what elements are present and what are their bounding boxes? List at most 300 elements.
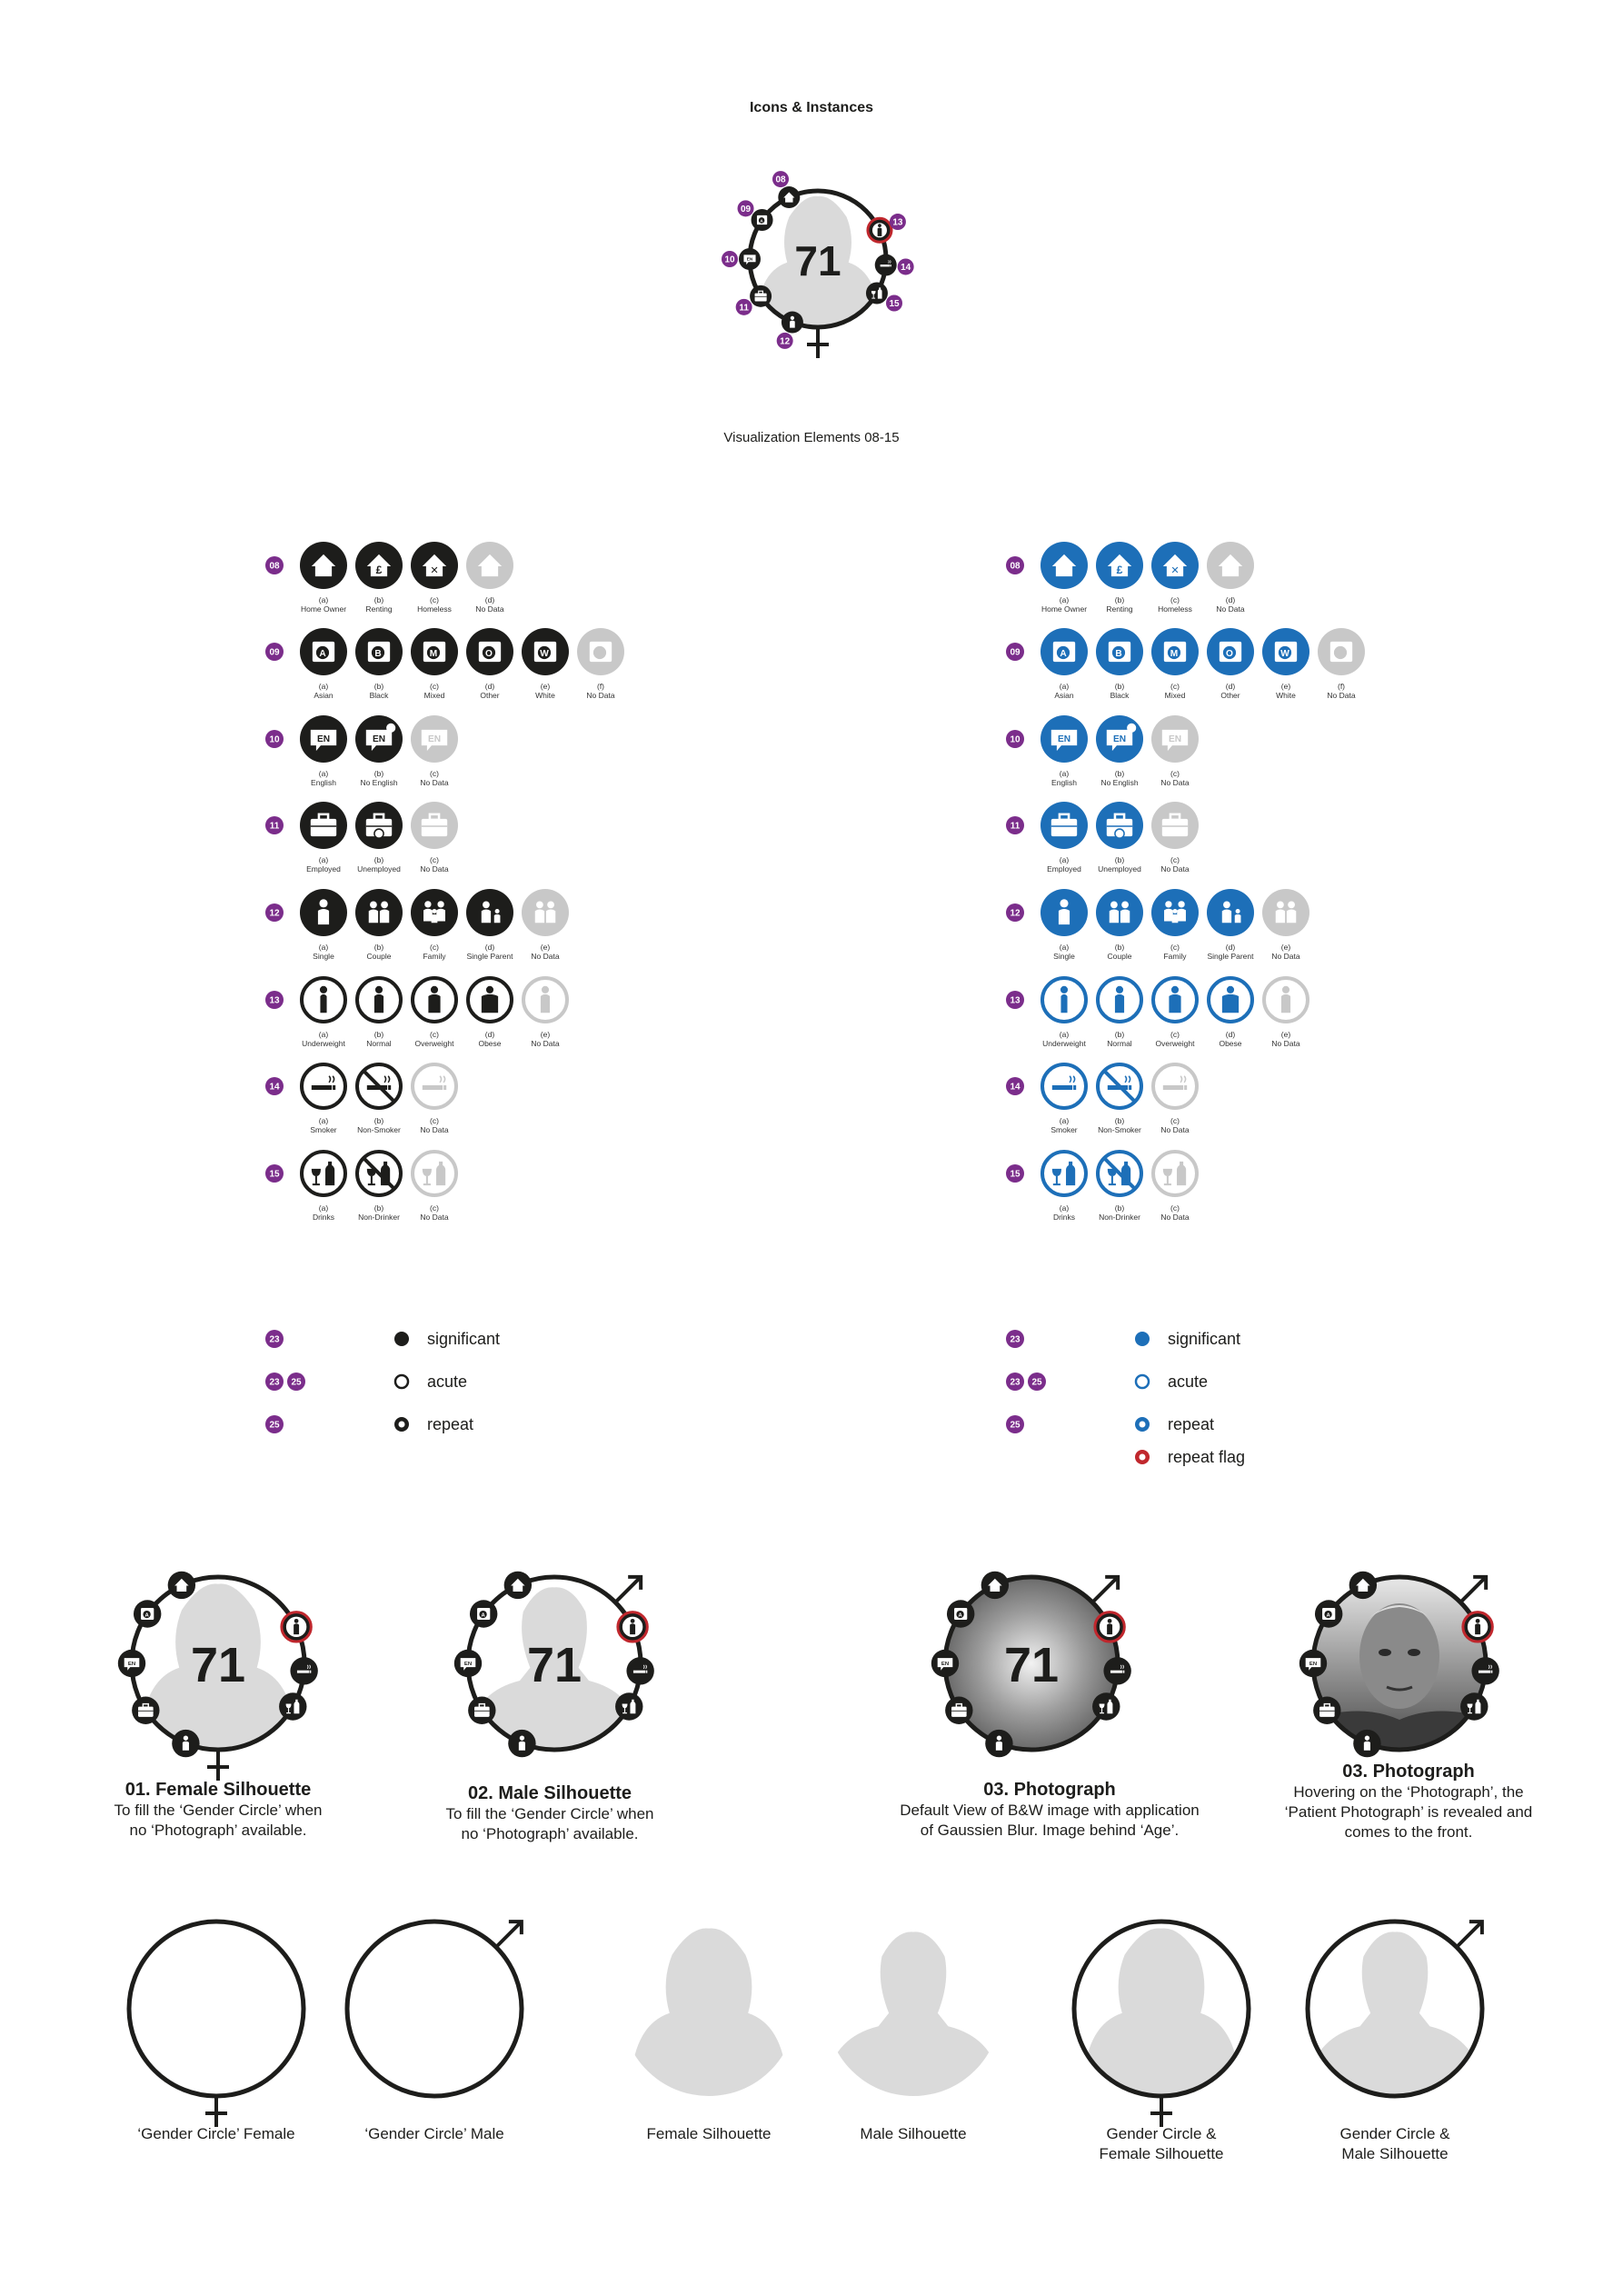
icon-label-name: Smoker bbox=[1050, 1125, 1078, 1134]
family-icon bbox=[522, 889, 569, 936]
code-badge-text: 14 bbox=[269, 1082, 280, 1093]
person-body bbox=[380, 910, 389, 923]
instance-photo-blur bbox=[913, 1545, 1150, 1782]
ethnic-glyph-icon bbox=[1109, 642, 1130, 662]
person-body bbox=[1172, 914, 1179, 923]
ethnic-icon bbox=[522, 628, 569, 675]
person-head bbox=[319, 899, 327, 907]
person-body bbox=[369, 910, 378, 923]
family-icon bbox=[508, 1730, 535, 1757]
gender-label-line: Female Silhouette bbox=[646, 2125, 772, 2142]
icon-label-letter: (c) bbox=[1170, 595, 1180, 604]
code-badge-text: 10 bbox=[269, 734, 280, 745]
bmi-icon bbox=[413, 978, 456, 1022]
lang-code: EN bbox=[427, 734, 442, 745]
lang-code: EN bbox=[1309, 1661, 1318, 1667]
ethnic-icon bbox=[1315, 1600, 1342, 1627]
icon-label-name: Renting bbox=[1106, 604, 1133, 614]
card-dot bbox=[593, 646, 606, 659]
code-badge-text: 11 bbox=[739, 303, 749, 314]
icon-label-name: Drinks bbox=[1052, 1213, 1076, 1222]
icon-label-name: No Data bbox=[420, 778, 449, 787]
icon-label-name: Couple bbox=[1107, 952, 1132, 961]
person-body bbox=[541, 994, 550, 1013]
smoke-icon bbox=[290, 1657, 317, 1684]
person-head bbox=[1365, 1735, 1369, 1740]
icon-label-letter: (a) bbox=[318, 1030, 329, 1039]
cigarette-tip bbox=[1184, 1085, 1187, 1090]
ethnic-glyph-icon bbox=[534, 642, 556, 662]
icon-label-name: Single bbox=[313, 952, 334, 961]
drink-icon bbox=[1098, 1152, 1141, 1195]
lang-icon bbox=[355, 715, 403, 763]
icon-label-letter: (c) bbox=[430, 1203, 439, 1213]
ethnic-letter: W bbox=[1280, 649, 1289, 660]
icon-label-name: No English bbox=[1100, 778, 1139, 787]
code-badge bbox=[265, 1164, 284, 1183]
family-icon bbox=[985, 1730, 1012, 1757]
cigarette-tip bbox=[1073, 1085, 1076, 1090]
icon-label-letter: (d) bbox=[484, 1030, 495, 1039]
person-head bbox=[1223, 902, 1230, 909]
icon-label-letter: (b) bbox=[373, 943, 384, 952]
work-icon bbox=[411, 802, 458, 849]
age-value: 71 bbox=[190, 1638, 246, 1692]
icon-label-letter: (b) bbox=[373, 1030, 384, 1039]
icon-label-name: Home Owner bbox=[300, 604, 347, 614]
instance-body-line: ‘Patient Photograph’ is revealed and bbox=[1284, 1803, 1533, 1821]
ethnic-letter: O bbox=[485, 649, 493, 660]
icon-label-letter: (b) bbox=[373, 1203, 384, 1213]
legend-label: repeat bbox=[1168, 1415, 1215, 1433]
ethnic-icon bbox=[1318, 628, 1365, 675]
gender-label-line: Male Silhouette bbox=[860, 2125, 967, 2142]
photo-eye bbox=[1408, 1649, 1420, 1656]
bmi-glyph-icon bbox=[1115, 986, 1124, 1013]
code-badge bbox=[777, 333, 793, 349]
bmi-icon bbox=[468, 978, 512, 1022]
icon-label-name: Family bbox=[1163, 952, 1187, 961]
icon-label-name: Non-Drinker bbox=[1099, 1213, 1140, 1222]
family-icon bbox=[1041, 889, 1088, 936]
smoke-icon bbox=[302, 1064, 345, 1108]
icon-disc bbox=[1096, 889, 1143, 936]
ethnic-glyph-icon bbox=[1322, 1608, 1335, 1620]
person-head bbox=[320, 986, 327, 993]
lang-code: EN bbox=[1112, 734, 1127, 745]
code-badge-text: 25 bbox=[269, 1420, 280, 1431]
person-body bbox=[183, 1742, 189, 1751]
lang-code: EN bbox=[1168, 734, 1182, 745]
icon-label-letter: (b) bbox=[373, 769, 384, 778]
ethnic-icon bbox=[1207, 628, 1254, 675]
code-badge-text: 23 bbox=[1010, 1334, 1021, 1345]
briefcase-body bbox=[755, 294, 767, 302]
icon-label-letter: (f) bbox=[596, 682, 605, 691]
bmi-glyph-icon bbox=[1107, 1619, 1112, 1634]
instance-body-line: Hovering on the ‘Photograph’, the bbox=[1293, 1783, 1524, 1801]
smoke-icon bbox=[875, 255, 897, 276]
male-symbol-shaft bbox=[1092, 1577, 1118, 1602]
family-icon bbox=[1353, 1730, 1380, 1757]
icon-disc bbox=[355, 889, 403, 936]
icon-label-letter: (b) bbox=[1114, 855, 1125, 864]
drink-icon bbox=[279, 1692, 306, 1720]
home-icon bbox=[355, 542, 403, 589]
icon-label-letter: (c) bbox=[1170, 1116, 1180, 1125]
icon-label-name: Mixed bbox=[423, 691, 445, 700]
ethnic-letter: B bbox=[1115, 649, 1122, 660]
person-body bbox=[546, 910, 555, 923]
person-body bbox=[630, 1623, 635, 1634]
lang-icon bbox=[300, 715, 347, 763]
icon-label-letter: (c) bbox=[430, 943, 439, 952]
lang-icon bbox=[931, 1650, 959, 1677]
ethnic-glyph-icon bbox=[954, 1608, 967, 1620]
icon-label-name: No English bbox=[360, 778, 398, 787]
ethnic-letter: M bbox=[429, 649, 438, 660]
code-badge bbox=[265, 1330, 284, 1348]
lang-code: EN bbox=[127, 1661, 136, 1667]
work-icon bbox=[1151, 802, 1199, 849]
icon-ring bbox=[302, 1152, 345, 1195]
icon-label-name: Homeless bbox=[1158, 604, 1192, 614]
cigarette-tip bbox=[1491, 1671, 1493, 1673]
gender-label bbox=[804, 2124, 1022, 2144]
code-badge-text: 11 bbox=[1010, 821, 1021, 832]
briefcase-body bbox=[311, 819, 336, 836]
ethnic-icon bbox=[470, 1600, 497, 1627]
female-silhouette-shape bbox=[1083, 1928, 1240, 2096]
legend-black bbox=[254, 1323, 618, 1441]
person-head bbox=[495, 909, 500, 913]
male-symbol-shaft bbox=[496, 1922, 522, 1947]
ethnic-glyph-icon bbox=[1330, 642, 1352, 662]
lang-code: EN bbox=[1057, 734, 1071, 745]
icon-label-letter: (b) bbox=[1114, 1203, 1125, 1213]
code-badge bbox=[738, 200, 754, 216]
code-badge-text: 13 bbox=[1010, 995, 1021, 1006]
person-body bbox=[535, 910, 544, 923]
icon-label-letter: (b) bbox=[1114, 595, 1125, 604]
icon-label-name: Asian bbox=[1054, 691, 1074, 700]
briefcase-body bbox=[474, 1707, 490, 1717]
ethnic-letter: A bbox=[1060, 649, 1067, 660]
work-icon bbox=[132, 1697, 159, 1724]
code-badge-text: 15 bbox=[269, 1169, 280, 1180]
ethnic-icon bbox=[134, 1600, 161, 1627]
cigarette bbox=[423, 1085, 443, 1090]
home-icon bbox=[466, 542, 513, 589]
lang-icon bbox=[118, 1650, 145, 1677]
icon-ring bbox=[1153, 1152, 1197, 1195]
icon-label-letter: (a) bbox=[1059, 855, 1070, 864]
icon-label-letter: (c) bbox=[430, 1116, 439, 1125]
bmi-icon bbox=[871, 221, 889, 239]
work-icon bbox=[355, 802, 403, 849]
icon-label-name: No Data bbox=[420, 864, 449, 873]
ethnic-letter: A bbox=[760, 218, 763, 224]
significant-marker bbox=[394, 1332, 409, 1346]
icon-label-letter: (c) bbox=[430, 769, 439, 778]
icon-label-letter: (a) bbox=[1059, 1030, 1070, 1039]
code-badge-text: 10 bbox=[724, 255, 735, 265]
bmi-glyph-icon bbox=[1475, 1619, 1480, 1634]
bmi-icon bbox=[1098, 978, 1141, 1022]
icon-label-letter: (e) bbox=[540, 1030, 551, 1039]
smoke-icon bbox=[1103, 1657, 1130, 1684]
legend-label: acute bbox=[1168, 1373, 1209, 1391]
icon-label-name: Normal bbox=[1107, 1039, 1132, 1048]
code-badge-text: 13 bbox=[892, 217, 903, 228]
code-badge bbox=[287, 1373, 305, 1391]
icon-label-letter: (d) bbox=[484, 595, 495, 604]
instance-body-line: no ‘Photograph’ available. bbox=[461, 1825, 639, 1842]
work-icon bbox=[1041, 802, 1088, 849]
icon-disc bbox=[279, 1692, 306, 1720]
ethnic-letter: A bbox=[1326, 1612, 1330, 1619]
icon-grid-blue bbox=[995, 527, 1449, 1236]
icon-label-letter: (c) bbox=[1170, 682, 1180, 691]
icon-label-letter: (a) bbox=[318, 682, 329, 691]
gender-label bbox=[107, 2124, 325, 2144]
acute-marker bbox=[395, 1375, 408, 1388]
gender-label-line: ‘Gender Circle’ Male bbox=[364, 2125, 504, 2142]
female-silhouette-shape bbox=[631, 1928, 788, 2096]
home-icon bbox=[504, 1572, 532, 1599]
icon-label-name: No Data bbox=[531, 1039, 560, 1048]
code-badge bbox=[265, 991, 284, 1009]
female-silhouette bbox=[1083, 1928, 1240, 2096]
icon-label-letter: (e) bbox=[1280, 1030, 1291, 1039]
code-badge bbox=[1006, 730, 1024, 748]
person-head bbox=[437, 901, 443, 907]
smoke-icon bbox=[1153, 1064, 1197, 1108]
briefcase-body bbox=[951, 1707, 967, 1717]
bmi-glyph-icon bbox=[294, 1619, 299, 1634]
ethnic-glyph-icon bbox=[368, 642, 390, 662]
person-body bbox=[432, 914, 438, 923]
person-body bbox=[996, 1742, 1002, 1751]
age-value: 71 bbox=[1003, 1638, 1060, 1692]
code-badge bbox=[1006, 903, 1024, 922]
person-body bbox=[482, 910, 491, 923]
code-badge-text: 09 bbox=[740, 204, 752, 215]
family-icon bbox=[300, 889, 347, 936]
person-body bbox=[436, 909, 445, 922]
cigarette bbox=[312, 1085, 332, 1090]
code-badge bbox=[1006, 1164, 1024, 1183]
ethnic-letter: M bbox=[1170, 649, 1179, 660]
code-badge-text: 25 bbox=[1031, 1377, 1042, 1388]
lang-icon bbox=[1151, 715, 1199, 763]
person-head bbox=[997, 1735, 1001, 1740]
bmi-glyph-icon bbox=[878, 224, 882, 236]
person-head bbox=[1178, 901, 1184, 907]
bmi-glyph-icon bbox=[630, 1619, 635, 1634]
icon-label-name: Overweight bbox=[414, 1039, 454, 1048]
person-head bbox=[486, 986, 493, 993]
icon-label-name: Black bbox=[369, 691, 389, 700]
icon-label-letter: (c) bbox=[430, 682, 439, 691]
repeat-flag-inner bbox=[1140, 1454, 1146, 1461]
smoke-icon bbox=[626, 1657, 653, 1684]
icon-label-name: Overweight bbox=[1155, 1039, 1195, 1048]
code-badge-text: 09 bbox=[1010, 647, 1021, 658]
briefcase-body bbox=[1051, 819, 1077, 836]
code-badge-text: 10 bbox=[1010, 734, 1021, 745]
cigarette-tip bbox=[646, 1671, 648, 1673]
family-glyph-icon bbox=[318, 899, 329, 924]
icon-label-name: Unemployed bbox=[1098, 864, 1141, 873]
age-value: 71 bbox=[794, 237, 841, 285]
code-badge bbox=[1006, 1330, 1024, 1348]
cigarette-tip bbox=[333, 1085, 335, 1090]
icon-label-letter: (a) bbox=[1059, 1116, 1070, 1125]
code-badge-text: 23 bbox=[1010, 1377, 1021, 1388]
instance-body-line: comes to the front. bbox=[1344, 1823, 1473, 1841]
code-badge bbox=[1006, 991, 1024, 1009]
gender-label-line: Gender Circle & bbox=[1106, 2125, 1217, 2142]
bmi-icon bbox=[1209, 978, 1252, 1022]
code-badge bbox=[265, 1415, 284, 1433]
icon-disc bbox=[866, 283, 888, 304]
icon-label-letter: (a) bbox=[1059, 943, 1070, 952]
photo-face bbox=[1359, 1603, 1439, 1709]
person-body bbox=[494, 914, 501, 923]
icon-disc bbox=[615, 1692, 642, 1720]
bmi-glyph-icon bbox=[1060, 986, 1068, 1013]
gender-label-line: Male Silhouette bbox=[1341, 2145, 1449, 2162]
no-dot bbox=[1127, 724, 1136, 733]
gender-label-line: Gender Circle & bbox=[1339, 2125, 1450, 2142]
code-badge-text: 23 bbox=[269, 1334, 280, 1345]
code-badge bbox=[1006, 556, 1024, 574]
person-body bbox=[1059, 909, 1070, 924]
family-icon bbox=[1262, 889, 1309, 936]
lang-code: EN bbox=[372, 734, 386, 745]
family-icon bbox=[1096, 889, 1143, 936]
icon-label-letter: (d) bbox=[484, 943, 495, 952]
ethnic-letter: A bbox=[319, 649, 326, 660]
ethnic-icon bbox=[1151, 628, 1199, 675]
code-badge-text: 08 bbox=[775, 175, 786, 185]
photo-eye bbox=[1379, 1649, 1391, 1656]
code-badge-text: 14 bbox=[901, 262, 911, 273]
code-badge-text: 25 bbox=[1010, 1420, 1021, 1431]
male-symbol-shaft bbox=[615, 1577, 641, 1602]
icon-label-letter: (d) bbox=[1225, 1030, 1236, 1039]
male-silhouette-shape bbox=[826, 1932, 1001, 2096]
drink-icon bbox=[1153, 1152, 1197, 1195]
ethnic-glyph-icon bbox=[757, 215, 767, 225]
work-icon bbox=[1096, 802, 1143, 849]
person-body bbox=[294, 1623, 299, 1634]
ethnic-glyph-icon bbox=[477, 1608, 490, 1620]
drink-icon bbox=[1042, 1152, 1086, 1195]
ethnic-glyph-icon bbox=[141, 1608, 154, 1620]
icon-label-name: No Data bbox=[586, 691, 615, 700]
code-badge bbox=[265, 1373, 284, 1391]
home-icon bbox=[1207, 542, 1254, 589]
instance-title: 01. Female Silhouette bbox=[124, 1780, 312, 1800]
lang-icon bbox=[454, 1650, 482, 1677]
gender-elements bbox=[0, 1891, 1623, 2136]
code-badge bbox=[898, 258, 914, 275]
legend-label: significant bbox=[1168, 1330, 1241, 1348]
bmi-glyph-icon bbox=[1281, 986, 1290, 1013]
home-icon bbox=[981, 1572, 1009, 1599]
briefcase-body bbox=[422, 819, 447, 836]
code-badge bbox=[736, 299, 752, 315]
home-icon bbox=[1349, 1572, 1377, 1599]
icon-label-name: Home Owner bbox=[1041, 604, 1088, 614]
person-body bbox=[1110, 910, 1119, 923]
icon-label-letter: (c) bbox=[1170, 1203, 1180, 1213]
code-badge bbox=[1028, 1373, 1046, 1391]
icon-label-name: No Data bbox=[475, 604, 504, 614]
person-head bbox=[631, 1619, 635, 1623]
smoke-icon bbox=[1471, 1657, 1499, 1684]
code-badge bbox=[1006, 1077, 1024, 1095]
person-body bbox=[320, 994, 326, 1013]
drink-icon bbox=[615, 1692, 642, 1720]
page-subtitle: Visualization Elements 08-15 bbox=[723, 430, 900, 445]
icon-label-letter: (c) bbox=[1170, 855, 1180, 864]
icon-label-letter: (e) bbox=[540, 682, 551, 691]
code-badge bbox=[1006, 1373, 1024, 1391]
cigarette bbox=[881, 265, 890, 266]
person-body bbox=[790, 321, 795, 328]
icon-disc bbox=[1092, 1692, 1120, 1720]
family-glyph-icon bbox=[1059, 899, 1070, 924]
person-head bbox=[1282, 986, 1289, 993]
cigarette-tip bbox=[1123, 1671, 1125, 1673]
cigarette-tip bbox=[388, 1085, 391, 1090]
lang-code: EN bbox=[316, 734, 331, 745]
person-head bbox=[424, 901, 431, 907]
person-head bbox=[1110, 902, 1118, 909]
icon-label-name: Normal bbox=[366, 1039, 392, 1048]
person-body bbox=[1120, 910, 1130, 923]
person-head bbox=[184, 1735, 188, 1740]
icon-label-letter: (d) bbox=[1225, 682, 1236, 691]
person-head bbox=[431, 986, 438, 993]
instance-photo-reveal[interactable] bbox=[1281, 1545, 1518, 1782]
icon-label-name: Employed bbox=[1047, 864, 1081, 873]
icon-label-name: Renting bbox=[365, 604, 393, 614]
ethnic-letter: B bbox=[374, 649, 382, 660]
lang-icon bbox=[411, 715, 458, 763]
icon-label-letter: (b) bbox=[373, 1116, 384, 1125]
person-body bbox=[1235, 914, 1241, 923]
code-badge bbox=[1006, 1415, 1024, 1433]
repeat-inner bbox=[1140, 1422, 1146, 1428]
code-badge-text: 08 bbox=[269, 561, 280, 572]
ethnic-icon bbox=[577, 628, 624, 675]
lang-code: EN bbox=[463, 1661, 473, 1667]
icon-label-name: No Data bbox=[1216, 604, 1245, 614]
ethnic-glyph-icon bbox=[590, 642, 612, 662]
home-icon bbox=[300, 542, 347, 589]
ethnic-glyph-icon bbox=[479, 642, 501, 662]
icon-label-name: No Data bbox=[420, 1213, 449, 1222]
person-head bbox=[1060, 986, 1068, 993]
code-badge bbox=[265, 556, 284, 574]
lang-code: EN bbox=[746, 256, 753, 262]
ethnic-glyph-icon bbox=[313, 642, 334, 662]
icon-label-letter: (a) bbox=[1059, 769, 1070, 778]
